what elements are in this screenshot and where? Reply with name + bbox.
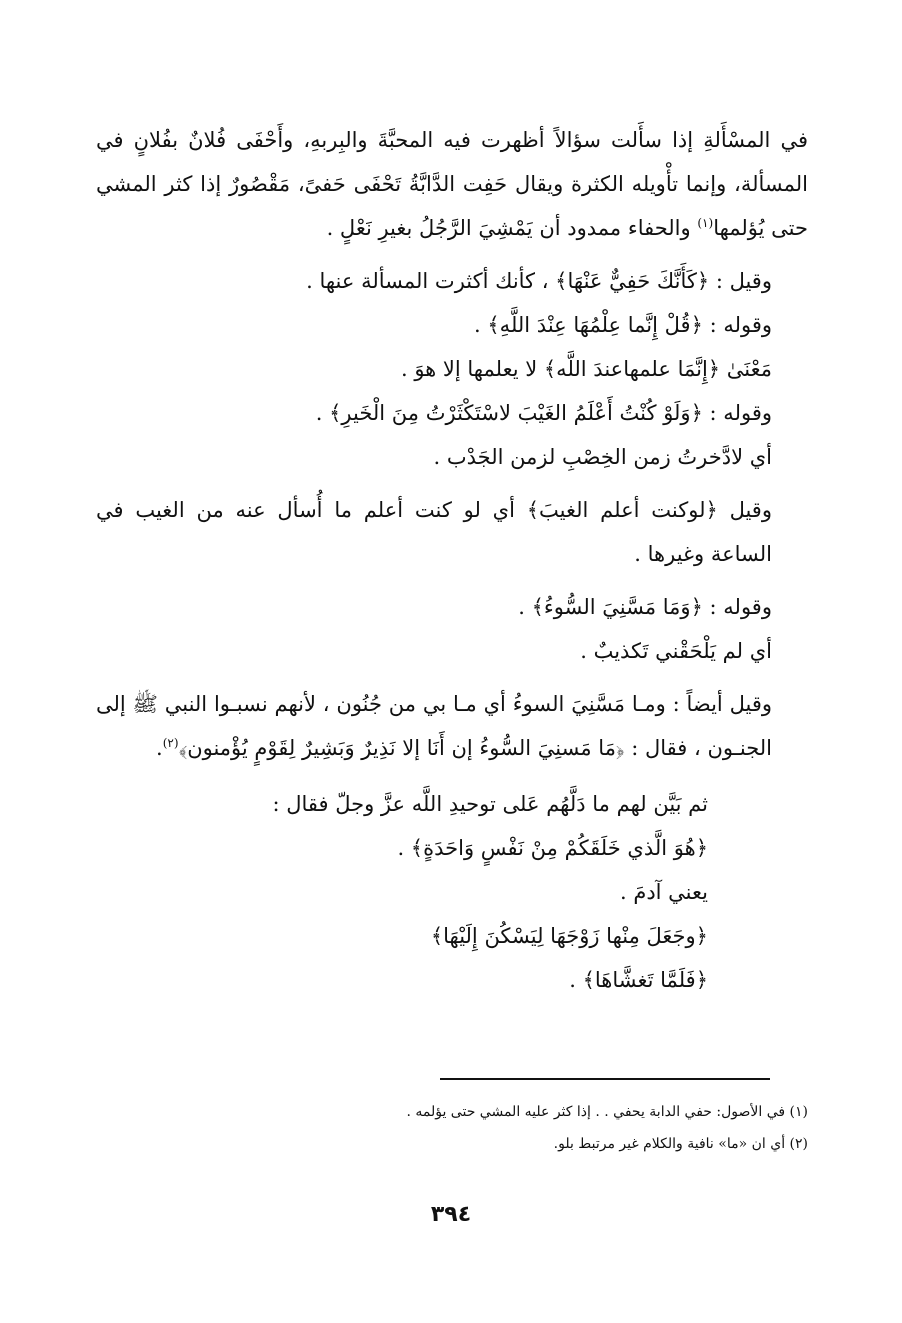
paragraph: ﴿فَلَمَّا تَغشَّاهَا﴾ . — [569, 968, 708, 992]
paragraph: أي لم يَلْحَقْني تَكذيبٌ . — [580, 639, 772, 663]
paragraph: وقوله : ﴿وَمَا مَسَّنِيَ السُّوءُ﴾ . — [518, 595, 772, 619]
paragraph: ﴿وجَعَلَ مِنْها زَوْجَهَا لِيَسْكُنَ إِلَيْهَا﴾ — [430, 924, 708, 948]
text-run: في المسْأَلةِ إذا سأَلت سؤالاً أظهرت فيه المحبَّةَ والبِربهِ، وأَحْفَى فُلانٌ بفُلانٍ في المسألة، وإنما تأْويله الكثرة ويقال حَفِت الدَّابَّةُ تَحْفَى حَفىً، مَقْصُورٌ إذا كثر المشي حتى يُؤلمها — [96, 128, 808, 240]
paragraph — [96, 682, 808, 770]
footnote-divider — [440, 1078, 770, 1080]
paragraph: مَعْنَىٰ ﴿إِنَّمَا علمهاعندَ اللَّه﴾ لا يعلمها إلا هوَ . — [400, 357, 772, 381]
paragraph: ثم بَيَّن لهم ما دَلَّهُم عَلى توحيدِ اللَّه عزَّ وجلّ فقال : — [272, 792, 708, 816]
paragraph: وقيل : ﴿كَأَنَّكَ حَفِيٌّ عَنْهَا﴾ ، كأنك أكثرت المسألة عنها . — [306, 269, 772, 293]
page-number: ٣٩٤ — [430, 1202, 472, 1227]
paragraph: أي لادَّخرتُ زمن الخِصْبِ لزمن الجَدْب . — [433, 445, 772, 469]
paragraph: وقوله : ﴿وَلَوْ كُنْتُ أَعْلَمُ الغَيْبَ لاسْتَكْثَرْتُ مِنَ الْخَيرِ﴾ . — [315, 401, 772, 425]
footnote: (٢) أي ان «ما» نافية والكلام غير مرتبط بلو. — [553, 1136, 808, 1152]
paragraph: يعني آدمَ . — [619, 880, 708, 904]
footnote: (١) في الأصول: حفي الدابة يحفي . . إذا كثر عليه المشي حتى يؤلمه . — [406, 1104, 808, 1120]
main-text — [96, 118, 808, 1002]
paragraph: وقيل ﴿لوكنت أعلم الغيبَ﴾ أي لو كنت أعلم ما أُسأل عنه من الغيب في الساعة وغيرها . — [96, 498, 772, 566]
footnote-mark: (١) — [697, 216, 714, 230]
text-run: وقيل أيضاً : ومـا مَسَّنِيَ السوءُ أي مـا بي من جُنُون ، لأنهم نسبـوا النبي ﷺ إلى الجنـون ، فقال : ﴿مَا مَسنِيَ السُّوءُ إن أَنَا إلا نَذِيرٌ وَبَشِيرٌ لِقَوْمٍ يُؤْمنون﴾ — [96, 692, 772, 760]
text-run: والحفاء ممدود أن يَمْشِيَ الرَّجُلُ بغيرِ نَعْلٍ . — [326, 216, 691, 240]
paragraph — [96, 118, 808, 250]
footnotes — [96, 1096, 808, 1160]
text-run: . — [156, 736, 163, 760]
paragraph: ﴿هُوَ الَّذي خَلَقَكُمْ مِنْ نَفْسٍ وَاحَدَةٍ﴾ . — [397, 836, 708, 860]
paragraph: وقوله : ﴿قُلْ إِنَّما عِلْمُهَا عِنْدَ اللَّهِ﴾ . — [474, 313, 772, 337]
footnote-mark: (٢) — [162, 736, 179, 750]
